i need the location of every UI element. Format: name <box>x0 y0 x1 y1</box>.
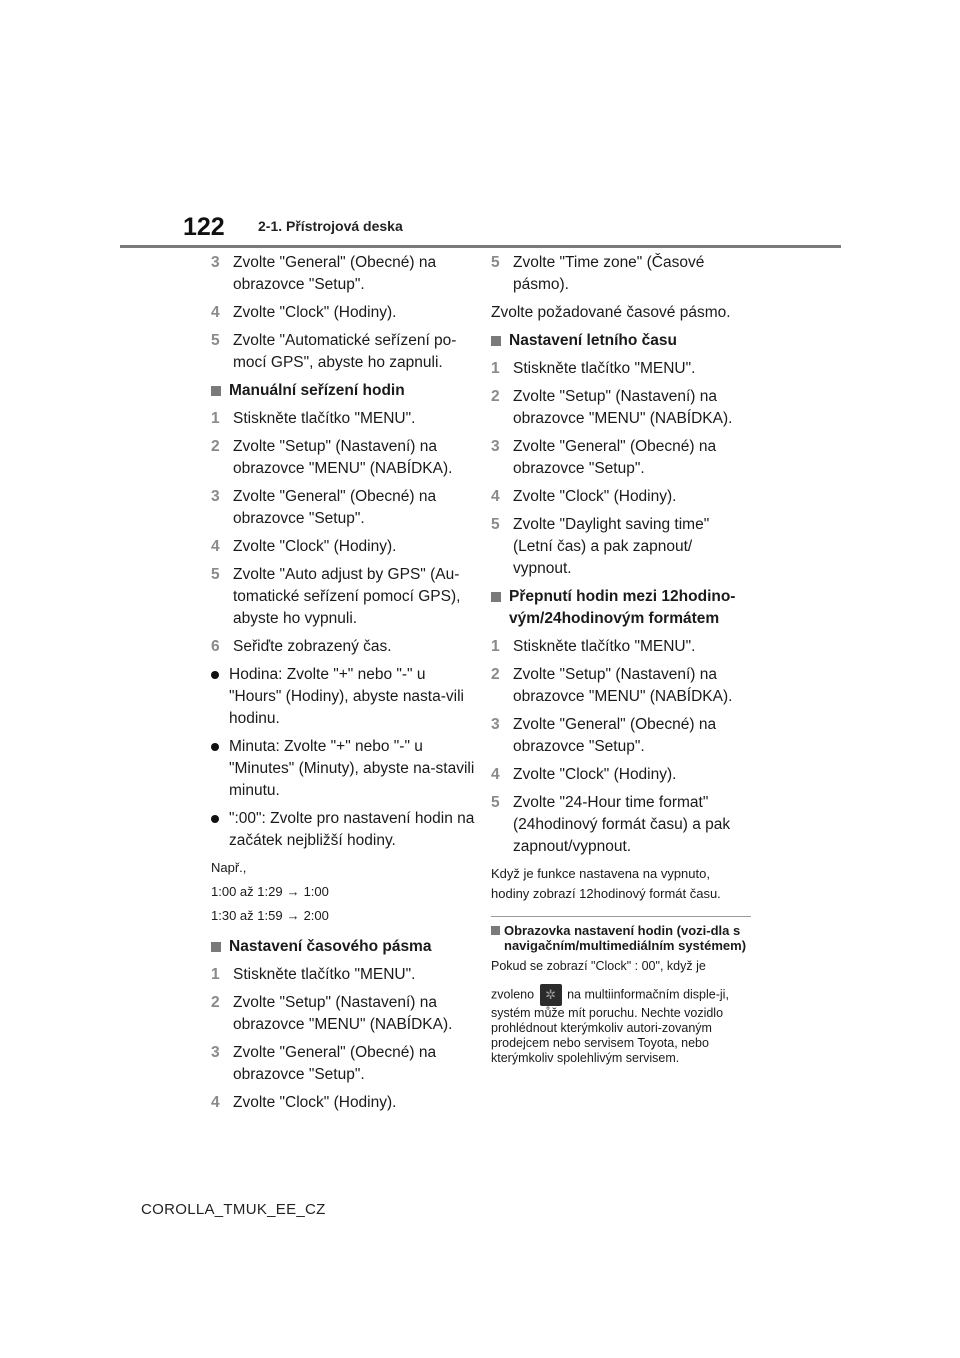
step-number: 2 <box>211 438 220 455</box>
step-number: 3 <box>491 716 500 733</box>
step-number: 4 <box>491 766 500 783</box>
example-label: Např., <box>211 860 247 875</box>
heading-time-format <box>491 586 751 630</box>
step-text: Zvolte "Auto adjust by GPS" (Au-tomatické seřízení pomocí GPS), abyste ho vypnuli. <box>233 566 461 627</box>
bullet-dot-icon <box>211 815 219 823</box>
step <box>491 486 751 508</box>
bullet-item <box>211 736 475 802</box>
step-number: 3 <box>211 254 220 271</box>
step-number: 1 <box>491 638 500 655</box>
step-number: 2 <box>491 666 500 683</box>
bullet-text: Minuta: Zvolte "+" nebo "-" u "Minutes" (Minuty), abyste na-stavili minutu. <box>229 738 475 799</box>
step-text: Zvolte "General" (Obecné) na obrazovce "Setup". <box>233 1044 437 1083</box>
step-number: 5 <box>491 794 500 811</box>
arrow-icon: → <box>286 908 300 923</box>
step <box>211 1092 475 1114</box>
section-title: 2-1. Přístrojová deska <box>258 218 403 234</box>
step <box>211 636 475 658</box>
square-bullet-icon <box>491 336 501 346</box>
step-number: 1 <box>211 966 220 983</box>
left-column <box>211 252 475 1120</box>
heading-text: Manuální seřízení hodin <box>229 382 405 399</box>
note-text-part: zvoleno <box>491 987 535 1002</box>
note-divider <box>491 916 751 917</box>
step-text: Zvolte "Clock" (Hodiny). <box>233 538 397 555</box>
bullet-text: Hodina: Zvolte "+" nebo "-" u "Hours" (Hodiny), abyste nasta-vili hodinu. <box>229 666 464 727</box>
step-number: 1 <box>211 410 220 427</box>
heading-daylight-saving <box>491 330 751 352</box>
example-to: 2:00 <box>303 908 329 923</box>
step <box>491 514 751 580</box>
step-number: 2 <box>211 994 220 1011</box>
step <box>211 536 475 558</box>
arrow-icon: → <box>286 884 300 899</box>
note-text <box>491 984 751 1066</box>
heading-manual-clock <box>211 380 475 402</box>
step-text: Stiskněte tlačítko "MENU". <box>513 638 696 655</box>
step-text: Zvolte "Daylight saving time" (Letní čas) a pak zapnout/ vypnout. <box>513 516 710 577</box>
step <box>211 564 475 630</box>
step <box>491 664 751 708</box>
step <box>211 302 475 324</box>
square-bullet-icon <box>491 592 501 602</box>
step <box>211 992 475 1036</box>
page-number: 122 <box>183 213 225 241</box>
step <box>211 964 475 986</box>
bullet-dot-icon <box>211 671 219 679</box>
bullet-item <box>211 808 475 852</box>
example-from: 1:00 až 1:29 <box>211 884 283 899</box>
step <box>211 436 475 480</box>
step-text: Stiskněte tlačítko "MENU". <box>233 966 416 983</box>
step <box>211 408 475 430</box>
heading-text: Nastavení časového pásma <box>229 938 432 955</box>
bullet-item <box>211 664 475 730</box>
step-number: 5 <box>491 254 500 271</box>
footer-doc-code: COROLLA_TMUK_EE_CZ <box>141 1201 326 1218</box>
note-heading <box>491 923 751 953</box>
step <box>491 714 751 758</box>
step-text: Zvolte "Clock" (Hodiny). <box>513 766 677 783</box>
step-text: Zvolte "Automatické seřízení po-mocí GPS", abyste ho zapnuli. <box>233 332 457 371</box>
step-number: 4 <box>211 1094 220 1111</box>
note-text-part: na multiinformačním disple-ji, systém může mít poruchu. Nechte vozidlo prohlédnout kterýmkoliv autori-zovaným prodejcem nebo servisem Toyota, nebo kterýmkoliv spolehlivým servisem. <box>491 987 729 1065</box>
step-text: Stiskněte tlačítko "MENU". <box>513 360 696 377</box>
bullet-text: ":00": Zvolte pro nastavení hodin na začátek nejbližší hodiny. <box>229 810 475 849</box>
step-text: Zvolte "Setup" (Nastavení) na obrazovce "MENU" (NABÍDKA). <box>513 666 733 705</box>
step-number: 4 <box>491 488 500 505</box>
step-text: Seřiďte zobrazený čas. <box>233 638 392 655</box>
step <box>491 358 751 380</box>
right-column <box>491 252 751 1066</box>
bullet-dot-icon <box>211 743 219 751</box>
step <box>491 636 751 658</box>
note-text: Pokud se zobrazí "Clock" : 00", když je <box>491 959 706 973</box>
step-text: Zvolte "General" (Obecné) na obrazovce "Setup". <box>233 488 437 527</box>
note-heading-text: Obrazovka nastavení hodin (vozi-dla s navigačním/multimediálním systémem) <box>504 923 747 953</box>
step-text: Zvolte "Clock" (Hodiny). <box>513 488 677 505</box>
step <box>491 252 751 296</box>
step <box>211 1042 475 1086</box>
step <box>491 792 751 858</box>
step <box>211 486 475 530</box>
example-line <box>211 882 475 902</box>
heading-text: Přepnutí hodin mezi 12hodino-vým/24hodinovým formátem <box>509 588 736 627</box>
step <box>491 386 751 430</box>
step-number: 5 <box>491 516 500 533</box>
step-number: 4 <box>211 538 220 555</box>
step-text: Zvolte "Time zone" (Časové pásmo). <box>513 254 705 293</box>
step-text: Zvolte "24-Hour time format" (24hodinový formát času) a pak zapnout/vypnout. <box>513 794 731 855</box>
step-number: 4 <box>211 304 220 321</box>
gear-icon: ✲ <box>540 984 562 1006</box>
step-text: Stiskněte tlačítko "MENU". <box>233 410 416 427</box>
example-to: 1:00 <box>303 884 329 899</box>
step-text: Zvolte "General" (Obecné) na obrazovce "Setup". <box>233 254 437 293</box>
example-from: 1:30 až 1:59 <box>211 908 283 923</box>
step-text: Zvolte "Setup" (Nastavení) na obrazovce "MENU" (NABÍDKA). <box>233 994 453 1033</box>
step-number: 3 <box>211 488 220 505</box>
header-rule <box>120 245 841 248</box>
step <box>491 436 751 480</box>
step-number: 2 <box>491 388 500 405</box>
step-number: 3 <box>211 1044 220 1061</box>
step-number: 5 <box>211 332 220 349</box>
square-bullet-icon <box>491 926 500 935</box>
step <box>491 764 751 786</box>
step <box>211 330 475 374</box>
example-line <box>211 906 475 926</box>
heading-time-zone <box>211 936 475 958</box>
square-bullet-icon <box>211 942 221 952</box>
step-number: 5 <box>211 566 220 583</box>
step-text: Zvolte "Clock" (Hodiny). <box>233 304 397 321</box>
step-number: 3 <box>491 438 500 455</box>
format-note: Když je funkce nastavena na vypnuto, hodiny zobrazí 12hodinový formát času. <box>491 866 721 901</box>
paragraph: Zvolte požadované časové pásmo. <box>491 304 731 321</box>
step-number: 1 <box>491 360 500 377</box>
step-text: Zvolte "Setup" (Nastavení) na obrazovce "MENU" (NABÍDKA). <box>513 388 733 427</box>
heading-text: Nastavení letního času <box>509 332 677 349</box>
square-bullet-icon <box>211 386 221 396</box>
step <box>211 252 475 296</box>
step-text: Zvolte "General" (Obecné) na obrazovce "Setup". <box>513 438 717 477</box>
step-number: 6 <box>211 638 220 655</box>
step-text: Zvolte "Setup" (Nastavení) na obrazovce "MENU" (NABÍDKA). <box>233 438 453 477</box>
step-text: Zvolte "General" (Obecné) na obrazovce "Setup". <box>513 716 717 755</box>
step-text: Zvolte "Clock" (Hodiny). <box>233 1094 397 1111</box>
